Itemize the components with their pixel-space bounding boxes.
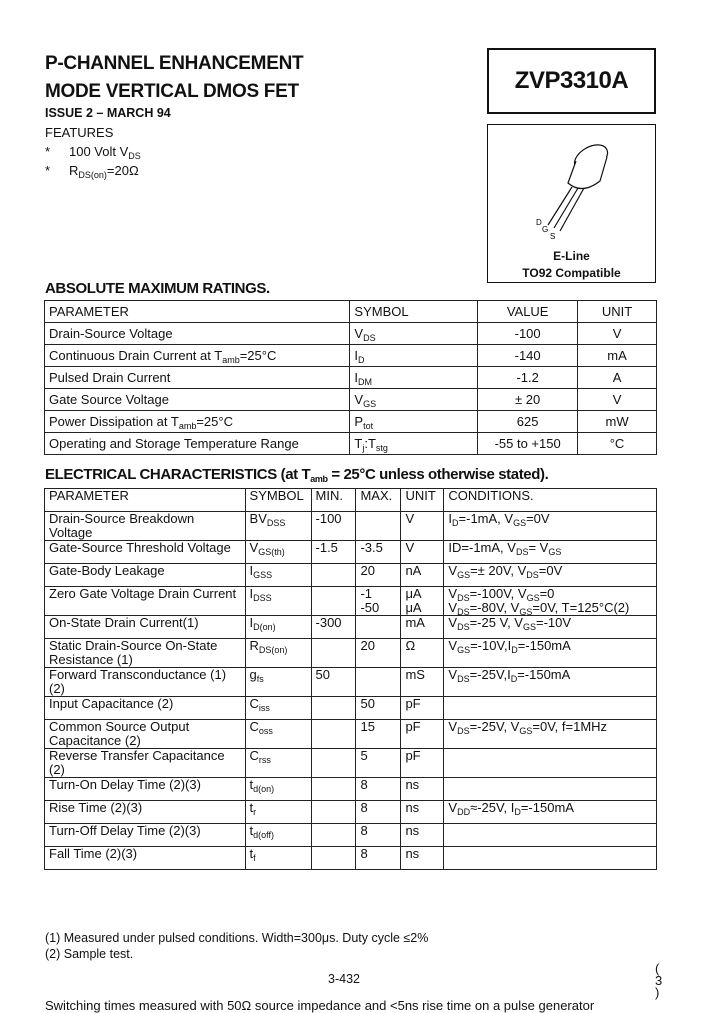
conditions-cell: $I_D=-1mA$, $V_{GS}=0V$ [444,512,657,541]
column-header: PARAMETER [45,301,350,323]
param-cell: Common Source Output Capacitance (2) [45,720,246,749]
symbol-cell [245,778,311,801]
table-row [45,367,657,389]
symbol-subscript: f [253,853,256,863]
symbol-cell [245,587,311,616]
param-text-post: =25°C [239,347,277,363]
unit-cell: ns [401,778,444,801]
unit-cell: pF [401,720,444,749]
feature-text: R [69,163,79,178]
min-cell [311,587,356,616]
value-cell: 625 [478,411,578,433]
feature-text: 100 Volt V [69,144,129,159]
value-cell: -140 [478,345,578,367]
value-cell: -1.2 [478,367,578,389]
column-header: SYMBOL [350,301,478,323]
max-cell: 20 [356,564,401,587]
unit-cell: V [578,389,657,411]
unit-cell: mS [401,668,444,697]
min-cell [311,697,356,720]
symbol-cell [350,323,478,345]
max-cell: 8 [356,778,401,801]
param-text-post: =25°C [196,413,233,429]
value-cell: ± 20 [478,389,578,411]
conditions-cell [444,824,657,847]
column-header: VALUE [478,301,578,323]
max-cell [356,512,401,541]
table-header-row [45,489,657,512]
symbol-subscript: iss [258,703,270,713]
unit-cell: V [401,512,444,541]
param-subscript: amb [222,354,240,365]
min-cell: -300 [311,616,356,639]
param-cell [45,411,350,433]
package-label-eline: E-Line [553,249,590,263]
param-cell: Gate-Body Leakage [45,564,246,587]
conditions-cell: $V_{DS}=-25V$, $V_{GS}=0V$, f=1MHz [444,720,657,749]
param-text: Pulsed Drain Current [49,369,171,385]
table-row [45,720,657,749]
symbol-cell [245,824,311,847]
param-text: Gate Source Voltage [49,391,169,407]
min-cell [311,564,356,587]
column-header: SYMBOL [245,489,311,512]
symbol-subscript: DS(on) [258,645,288,655]
param-text: Power Dissipation at T [49,413,179,429]
note-2: (2) Sample test. [45,947,134,961]
max-cell [356,616,401,639]
column-header: CONDITIONS. [444,489,657,512]
symbol-cell [245,541,311,564]
symbol-text: t [249,846,254,861]
symbol-subscript: tot [363,420,374,431]
max-cell: -3.5 [356,541,401,564]
symbol-text: C [249,748,259,763]
param-cell: Gate-Source Threshold Voltage [45,541,246,564]
symbol-text: P [354,413,364,429]
max-cell: 8 [356,801,401,824]
unit-cell: ns [401,847,444,870]
symbol-text-mid: :T [364,435,376,451]
pin-g-label: G [542,225,549,234]
min-cell [311,778,356,801]
elec-char-table [44,488,657,870]
symbol-cell [350,411,478,433]
feature-subscript: DS [128,151,141,161]
symbol-cell [350,367,478,389]
page-title [45,50,303,106]
unit-cell: pF [401,749,444,778]
value-cell: -100 [478,323,578,345]
min-cell [311,847,356,870]
features-section [45,125,141,178]
min-cell: -100 [311,512,356,541]
unit-cell: nA [401,564,444,587]
title-line-1: P-CHANNEL ENHANCEMENT [45,53,304,74]
symbol-cell [245,668,311,697]
symbol-text: t [249,823,254,838]
abs-max-table [44,300,657,455]
conditions-cell [444,697,657,720]
table-row [45,801,657,824]
min-cell [311,801,356,824]
symbol-subscript: rss [258,755,271,765]
bottom-text: Switching times measured with 50Ω source impedance and <5ns rise time on a pulse generator [45,998,595,1013]
table-header-row [45,301,657,323]
unit-cell: mA [401,616,444,639]
part-number: ZVP3310A [514,67,629,94]
table-row [45,512,657,541]
symbol-subscript: DM [358,376,373,387]
symbol-subscript: d(off) [253,830,274,840]
page-number: 3-432 [328,972,360,986]
symbol-text: I [354,369,359,385]
table-row [45,587,657,616]
title-line-2: MODE VERTICAL DMOS FET [45,81,299,102]
symbol-subscript: GS(th) [258,547,285,557]
feature-bullet: * [45,144,51,159]
table-row [45,433,657,455]
table-row [45,749,657,778]
min-cell [311,824,356,847]
symbol-text: t [249,800,254,815]
symbol-text: V [354,325,364,341]
symbol-subscript: j [362,442,365,453]
table-row [45,389,657,411]
table-row [45,616,657,639]
conditions-cell: $V_{GS}=\pm 20V$, $V_{DS}=0V$ [444,564,657,587]
unit-cell: V [401,541,444,564]
symbol-text: V [249,540,259,555]
symbol-text: I [354,347,359,363]
symbol-cell [245,749,311,778]
issue-line: ISSUE 2 – MARCH 94 [45,106,171,120]
elec-heading-sub: amb [310,474,328,484]
symbol-cell [245,639,311,668]
table-row [45,345,657,367]
abs-max-heading: ABSOLUTE MAXIMUM RATINGS. [45,280,270,297]
conditions-cell: $V_{DS}=-25$ V, $V_{GS}=-10V$ [444,616,657,639]
symbol-text: C [249,719,259,734]
param-cell [45,389,350,411]
symbol-cell [245,847,311,870]
conditions-cell: $V_{DD}\approx-25V$, $I_D=-150mA$ [444,801,657,824]
symbol-subscript: GSS [253,570,273,580]
max-cell: 8 [356,847,401,870]
symbol-cell [350,433,478,455]
param-text: Operating and Storage Temperature Range [49,435,299,451]
symbol-cell [245,564,311,587]
conditions-cell [444,778,657,801]
value-cell: -55 to +150 [478,433,578,455]
table-row [45,639,657,668]
param-cell: Zero Gate Voltage Drain Current [45,587,246,616]
unit-cell: mW [578,411,657,433]
symbol-text: R [249,638,259,653]
features-heading: FEATURES [45,125,114,140]
to92-package-icon [488,125,655,243]
symbol-subscript: D [358,354,365,365]
symbol-cell [245,720,311,749]
param-cell: Drain-Source Breakdown Voltage [45,512,246,541]
package-label-to92: TO92 Compatible [522,266,621,280]
param-subscript: amb [178,420,197,431]
param-text: Continuous Drain Current at T [49,347,223,363]
unit-cell: ns [401,824,444,847]
part-number-box [487,48,656,114]
conditions-cell: $V_{GS}=-10V,I_D=-150mA$ [444,639,657,668]
table-row [45,778,657,801]
symbol-subscript: d(on) [253,784,275,794]
param-cell: Rise Time (2)(3) [45,801,246,824]
package-box [487,124,656,283]
max-cell: 20 [356,639,401,668]
table-row [45,564,657,587]
unit-cell: V [578,323,657,345]
symbol-subscript: oss [258,726,273,736]
unit-cell: pF [401,697,444,720]
symbol-cell [350,345,478,367]
conditions-cell: ID=-1mA, $V_{DS}= V_{GS}$ [444,541,657,564]
min-cell [311,639,356,668]
symbol-text: BV [249,511,267,526]
symbol-subscript: DSS [266,518,286,528]
page-tab-number: 3 [655,973,663,988]
table-row [45,541,657,564]
elec-char-heading [45,466,548,483]
max-cell: 5 [356,749,401,778]
param-cell [45,323,350,345]
symbol-subscript: GS [363,398,377,409]
feature-item [45,144,141,159]
symbol-subscript: DS [363,332,376,343]
page-tab: ( 3 ) [655,961,663,1000]
column-header: PARAMETER [45,489,246,512]
note-1: (1) Measured under pulsed conditions. Width=300μs. Duty cycle ≤2% [45,931,429,945]
param-cell: Static Drain-Source On-State Resistance (1) [45,639,246,668]
elec-heading-pre: ELECTRICAL CHARACTERISTICS (at T [45,466,311,483]
conditions-cell [444,847,657,870]
param-cell: Turn-On Delay Time (2)(3) [45,778,246,801]
table-row [45,411,657,433]
table-row [45,668,657,697]
symbol-text: I [249,615,254,630]
symbol-cell [245,616,311,639]
symbol-text: t [249,777,254,792]
table-row [45,697,657,720]
param-text: Drain-Source Voltage [49,325,173,341]
symbol-subscript: DSS [253,593,272,603]
elec-heading-post: = 25°C unless otherwise stated). [327,466,549,483]
param-cell [45,367,350,389]
symbol-cell [350,389,478,411]
symbol-text: V [354,391,364,407]
pin-d-label: D [536,218,542,227]
symbol-text: C [249,696,259,711]
min-cell: 50 [311,668,356,697]
symbol-text: g [249,667,257,682]
min-cell: -1.5 [311,541,356,564]
param-cell [45,345,350,367]
column-header: UNIT [401,489,444,512]
symbol-subscript: fs [256,674,264,684]
column-header: MIN. [311,489,356,512]
max-cell: 50 [356,697,401,720]
table-row [45,323,657,345]
symbol-text: I [249,586,254,601]
symbol-subscript-2: stg [375,442,388,453]
unit-cell: mA [578,345,657,367]
feature-bullet: * [45,163,51,178]
min-cell [311,749,356,778]
conditions-cell: $V_{DS}=-25V,I_D=-150mA$ [444,668,657,697]
table-row [45,847,657,870]
pin-s-label: S [550,232,556,241]
unit-cell: Ω [401,639,444,668]
symbol-subscript: r [253,807,257,817]
min-cell [311,720,356,749]
param-cell: Input Capacitance (2) [45,697,246,720]
param-cell: Reverse Transfer Capacitance (2) [45,749,246,778]
column-header: UNIT [578,301,657,323]
param-cell: Forward Transconductance (1)(2) [45,668,246,697]
max-cell: 15 [356,720,401,749]
symbol-cell [245,697,311,720]
conditions-cell: $V_{DS}=-100V$, $V_{GS}=0$ $V_{DS}=-80V$, $V_{GS}=0V$, T=125°C(2) [444,587,657,616]
feature-text-post: =20Ω [106,163,139,178]
param-cell: Fall Time (2)(3) [45,847,246,870]
max-cell: 8 [356,824,401,847]
unit-cell: A [578,367,657,389]
feature-subscript: DS(on) [78,170,107,180]
symbol-text: I [249,563,254,578]
symbol-cell [245,512,311,541]
param-cell [45,433,350,455]
column-header: MAX. [356,489,401,512]
param-cell: On-State Drain Current(1) [45,616,246,639]
max-cell [356,668,401,697]
table-row [45,824,657,847]
unit-cell: °C [578,433,657,455]
unit-cell: μA μA [401,587,444,616]
conditions-cell [444,749,657,778]
max-cell: -1 -50 [356,587,401,616]
symbol-subscript: D(on) [253,622,276,632]
param-cell: Turn-Off Delay Time (2)(3) [45,824,246,847]
symbol-cell [245,801,311,824]
unit-cell: ns [401,801,444,824]
feature-item [45,163,141,178]
symbol-text: T [354,435,363,451]
